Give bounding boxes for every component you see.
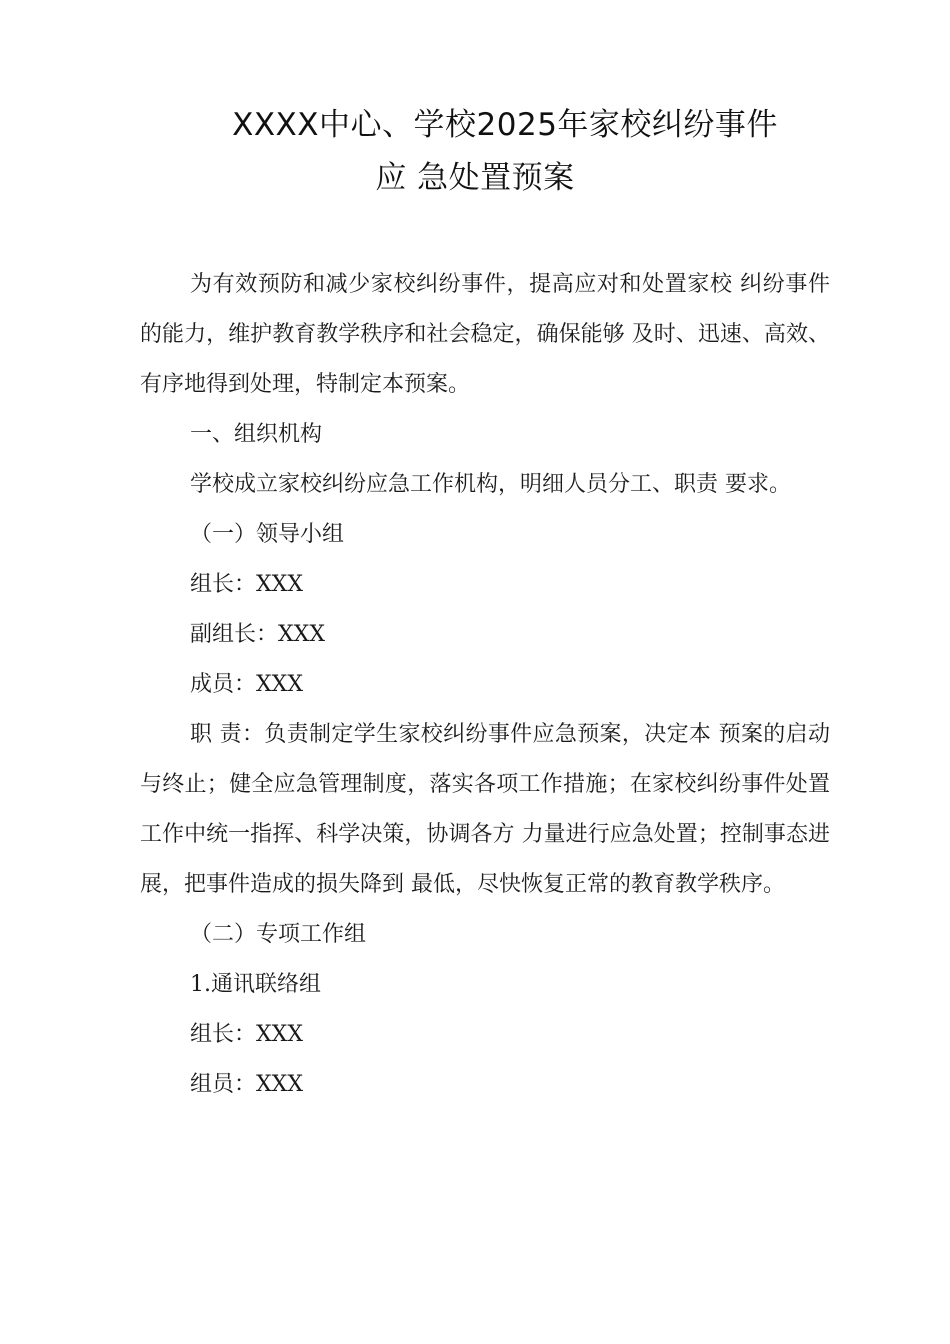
leadership-duties-paragraph: 职 责：负责制定学生家校纠纷事件应急预案，决定本 预案的启动与终止；健全应急管理制度，落实各项工作措施；在家校纠纷事件处置工作中统一指挥、科学决策，协调各方 力量进行应急处置；控制事态进展，把事件造成的损失降到 最低，尽快恢复正常的教育教学秩序。 bbox=[140, 722, 830, 897]
group-title-communication: 1.通讯联络组 bbox=[190, 972, 321, 997]
leadership-deputy: 副组长：XXX bbox=[190, 622, 325, 647]
document-body bbox=[140, 260, 830, 1110]
document-title-line-1: XXXX中心、学校2025年家校纠纷事件 bbox=[232, 107, 778, 143]
communication-group-members: 组员：XXX bbox=[190, 1072, 303, 1097]
leadership-members: 成员：XXX bbox=[190, 672, 303, 697]
subsection-heading-leadership: （一）领导小组 bbox=[190, 522, 345, 547]
communication-group-leader: 组长：XXX bbox=[190, 1022, 303, 1047]
document-title-line-2: 应 急处置预案 bbox=[375, 160, 575, 196]
section-heading-organization: 一、组织机构 bbox=[190, 422, 323, 447]
intro-paragraph: 为有效预防和减少家校纠纷事件，提高应对和处置家校 纠纷事件的能力，维护教育教学秩序和社会稳定，确保能够 及时、迅速、高效、有序地得到处理，特制定本预案。 bbox=[140, 272, 830, 397]
leadership-leader: 组长：XXX bbox=[190, 572, 303, 597]
organization-paragraph: 学校成立家校纠纷应急工作机构，明细人员分工、职责 要求。 bbox=[190, 472, 791, 497]
subsection-heading-special-groups: （二）专项工作组 bbox=[190, 922, 367, 947]
